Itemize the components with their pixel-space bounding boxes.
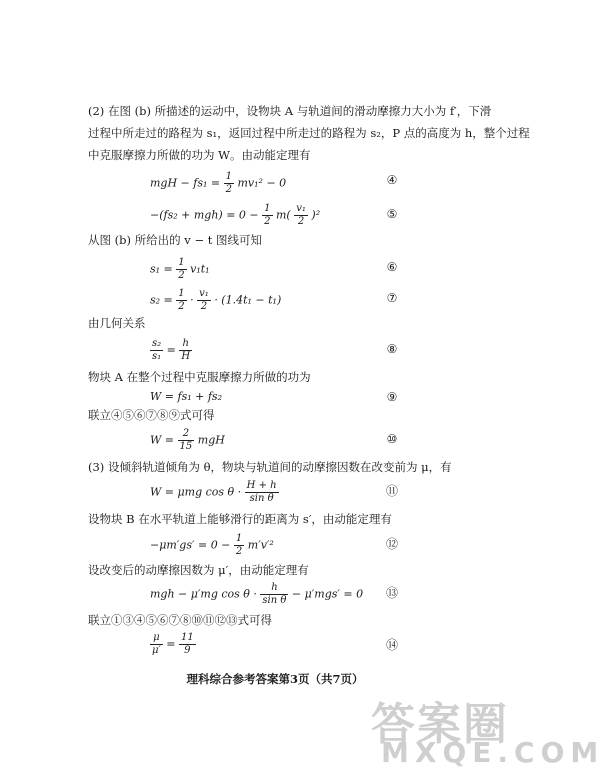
equation-9: W = fs₁ + fs₂ <box>150 390 222 403</box>
equation-11 <box>150 480 279 505</box>
eq14-fraction: $\frac{\mu}{\mu'}$ <box>152 632 161 656</box>
combine-2: 联立①③④⑤⑥⑦⑧⑩⑪⑫⑬式可得 <box>88 613 272 627</box>
block-b-intro: 设物块 B 在水平轨道上能够滑行的距离为 s′，由动能定理有 <box>88 512 392 526</box>
equation-number-10: ⑩ <box>386 432 398 446</box>
equation-8 <box>150 338 192 363</box>
eq7-lhs: s₂ = <box>150 293 177 307</box>
eq13-fraction: $\frac{h}{\text{sin θ}}$ <box>262 582 287 606</box>
eq4-lhs: mgH − fs₁ = <box>150 176 224 190</box>
eq5-lhs: −(fs₂ + mgh) = 0 − <box>150 208 263 222</box>
part3-intro: (3) 设倾斜轨道倾角为 θ，物块与轨道间的动摩擦因数在改变前为 μ，有 <box>88 460 452 474</box>
eq12-rhs: m′v′² <box>247 538 274 552</box>
geometry-intro: 由几何关系 <box>88 316 146 330</box>
eq6-rhs: v₁t₁ <box>190 262 210 276</box>
equation-5 <box>150 203 320 228</box>
eq5-fraction: $\frac{1}{2}$ <box>264 203 271 227</box>
vt-intro: 从图 (b) 所给出的 v − t 图线可知 <box>88 233 263 247</box>
watermark-site-text: MXQE.COM <box>381 736 604 769</box>
eq7-fraction: $\frac{1}{2}$ <box>178 288 185 312</box>
eq12-fraction: $\frac{1}{2}$ <box>235 533 243 557</box>
equation-10 <box>150 428 225 453</box>
equation-4 <box>150 171 286 196</box>
watermark-logo-text: 答案圈 <box>371 699 509 750</box>
eq10-lhs: W = <box>150 433 178 447</box>
equation-number-7: ⑦ <box>386 291 398 305</box>
eq8-fraction-2: $\frac{h}{H}$ <box>181 338 191 362</box>
eq11-fraction: $\frac{H + h}{\text{sin θ}}$ <box>246 480 277 504</box>
part2-line2: 过程中所走过的路程为 s₁，返回过程中所走过的路程为 s₂，P 点的高度为 h，整个过程 <box>88 126 530 140</box>
eq6-lhs: s₁ = <box>150 262 177 276</box>
equation-number-6: ⑥ <box>386 260 398 274</box>
equation-13 <box>150 582 363 607</box>
equation-number-8: ⑧ <box>386 342 398 356</box>
equation-14 <box>150 632 196 657</box>
eq12-lhs: −μm′gs′ = 0 − <box>150 538 234 552</box>
equation-12 <box>150 533 274 558</box>
combine-1: 联立④⑤⑥⑦⑧⑨式可得 <box>88 408 215 422</box>
eq7-mid: · <box>190 293 198 307</box>
eq13-lhs: mgh − μ′mg cos θ · <box>150 587 261 601</box>
eq7-fraction-2: $\frac{\text{v₁}}{2}$ <box>199 288 209 312</box>
eq7-rhs: · (1.4t₁ − t₁) <box>214 293 282 307</box>
eq14-mid: = <box>166 637 179 651</box>
mu-intro: 设改变后的动摩擦因数为 μ′，由动能定理有 <box>88 563 309 577</box>
equation-number-5: ⑤ <box>386 207 398 221</box>
eq10-fraction: $\frac{2}{15}$ <box>179 428 193 452</box>
eq14-fraction-2: $\frac{11}{9}$ <box>181 632 194 656</box>
eq10-rhs: mgH <box>197 433 225 447</box>
eq4-fraction: $\frac{1}{2}$ <box>225 171 232 195</box>
equation-7 <box>150 288 281 313</box>
eq8-mid: = <box>166 343 180 357</box>
eq13-rhs: − μ′mgs′ = 0 <box>291 587 364 601</box>
equation-number-4: ④ <box>386 173 398 187</box>
eq5-mid: m( <box>276 208 291 222</box>
equation-number-13: ⑬ <box>385 586 398 600</box>
work-intro: 物块 A 在整个过程中克服摩擦力所做的功为 <box>88 370 311 384</box>
equation-number-12: ⑫ <box>385 537 398 551</box>
eq5-fraction-2: $\frac{\text{v₁}}{2}$ <box>296 203 306 227</box>
equation-6 <box>150 257 210 282</box>
equation-number-14: ⑭ <box>385 638 398 652</box>
page-footer: 理科综合参考答案第3页（共7页） <box>186 672 364 686</box>
eq8-fraction: $\frac{\text{s₂}}{\text{s₁}}$ <box>152 338 162 362</box>
eq6-fraction: $\frac{1}{2}$ <box>178 257 185 281</box>
equation-number-9: ⑨ <box>386 390 398 404</box>
equation-number-11: ⑪ <box>385 484 398 498</box>
eq4-rhs: mv₁² − 0 <box>237 176 287 190</box>
watermark-logo <box>371 688 604 769</box>
eq5-rhs: )² <box>311 208 321 222</box>
part2-line1: (2) 在图 (b) 所描述的运动中，设物块 A 与轨道间的滑动摩擦力大小为 f′，下滑 <box>88 104 492 118</box>
eq11-lhs: W = μmg cos θ · <box>150 485 245 499</box>
part2-line3: 中克服摩擦力所做的功为 W。由动能定理有 <box>88 148 311 162</box>
